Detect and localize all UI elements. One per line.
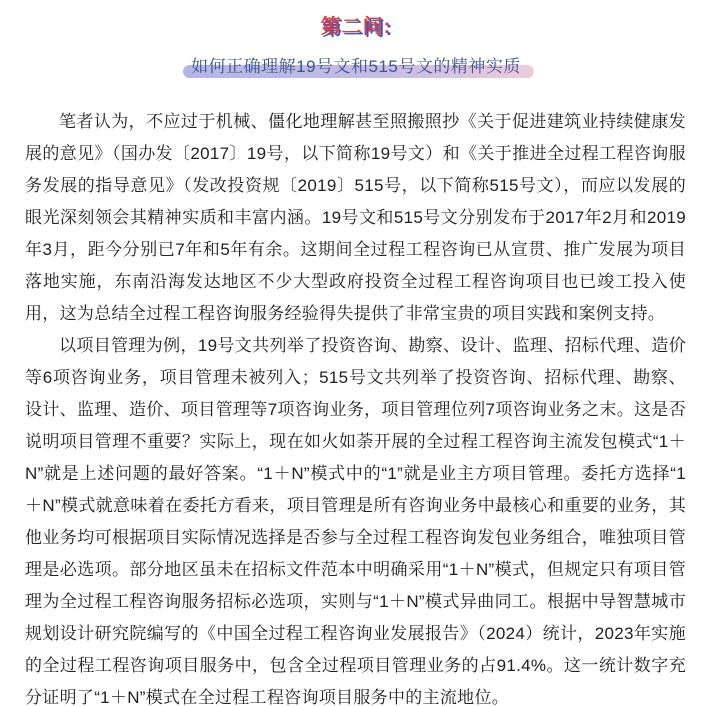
subtitle-text: 如何正确理解19号文和515号文的精神实质 [191, 57, 521, 76]
subtitle-container [0, 52, 712, 77]
paragraph-1: 笔者认为，不应过于机械、僵化地理解甚至照搬照抄《关于促进建筑业持续健康发展的意见》（国办发〔2017〕19号，以下简称19号文）和《关于推进全过程工程咨询服务发展的指导意见》（发改投资规〔2019〕515号，以下简称515号文），而应以发展的眼光深刻领会其精神实质和丰富内涵。19号文和515号文分别发布于2017年2月和2019年3月，距今分别已7年和5年有余。这期间全过程工程咨询已从宣贯、推广发展为项目落地实施，东南沿海发达地区不少大型政府投资全过程工程咨询项目也已竣工投入使用，这为总结全过程工程咨询服务经验得失提供了非常宝贵的项目实践和案例支持。 [25, 112, 686, 323]
page-title: 第二问: [320, 16, 392, 38]
paragraph-2: 以项目管理为例，19号文共列举了投资咨询、勘察、设计、监理、招标代理、造价等6项咨询业务，项目管理未被列入；515号文共列举了投资咨询、招标代理、勘察、设计、监理、造价、项目管理等7项咨询业务，项目管理位列7项咨询业务之末。这是否说明项目管理不重要？实际上，现在如火如荼开展的全过程工程咨询主流发包模式“1＋N”就是上述问题的最好答案。“1＋N”模式中的“1”就是业主方项目管理。委托方选择“1＋N”模式就意味着在委托方看来，项目管理是所有咨询业务中最核心和重要的业务，其他业务均可根据项目实际情况选择是否参与全过程工程咨询发包业务组合，唯独项目管理是必选项。部分地区虽未在招标文件范本中明确采用“1＋N”模式，但规定只有项目管理为全过程工程咨询服务招标必选项，实则与“1＋N”模式异曲同工。根据中导智慧城市规划设计研究院编写的《中国全过程工程咨询业发展报告》（2024）统计，2023年实施的全过程工程咨询项目服务中，包含全过程项目管理业务的占91.4%。这一统计数字充分证明了“1＋N”模式在全过程工程咨询项目服务中的主流地位。 [25, 336, 686, 706]
article-body [0, 106, 712, 706]
page-subtitle [191, 52, 521, 77]
